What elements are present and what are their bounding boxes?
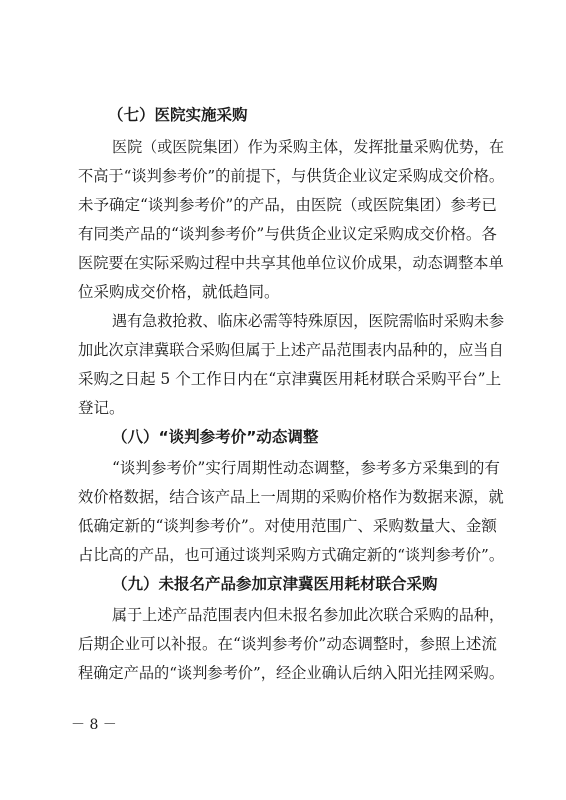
paragraph-line: 位采购成交价格，就低趋同。 [78,283,280,301]
paragraph-line: 属于上述产品范围表内但未报名参加此次联合采购的品种， [112,606,505,624]
section-heading-8: （八）“谈判参考价”动态调整 [112,428,319,446]
paragraph-line: 占比高的产品，也可通过谈判采购方式确定新的“谈判参考价”。 [78,546,505,564]
paragraph-line: 程确定产品的“谈判参考价”，经企业确认后纳入阳光挂网采购。 [78,664,505,682]
page-number: － 8 － [71,717,117,733]
paragraph-line: 加此次京津冀联合采购但属于上述产品范围表内品种的，应当自 [78,341,504,359]
paragraph-line: 效价格数据，结合该产品上一周期的采购价格作为数据来源，就 [78,488,504,506]
paragraph-line: 医院（或医院集团）作为采购主体，发挥批量采购优势，在 [112,138,505,156]
paragraph-line: 不高于“谈判参考价”的前提下，与供货企业议定采购成交价格。 [78,167,505,185]
paragraph-line: 医院要在实际采购过程中共享其他单位议价成果，动态调整本单 [78,254,504,272]
section-heading-9: （九）未报名产品参加京津冀医用耗材联合采购 [112,575,438,593]
paragraph-line: 后期企业可以补报。在“谈判参考价”动态调整时，参照上述流 [78,635,497,653]
section-heading-7: （七）医院实施采购 [108,106,248,124]
paragraph-line: 采购之日起 5 个工作日内在“京津冀医用耗材联合采购平台”上 [78,370,502,388]
paragraph-line: 遇有急救抢救、临床必需等特殊原因，医院需临时采购未参 [112,312,505,330]
paragraph-line: 低确定新的“谈判参考价”。对使用范围广、采购数量大、金额 [78,517,497,535]
paragraph-line: “谈判参考价”实行周期性动态调整，参考多方采集到的有 [112,459,500,477]
paragraph-line: 未予确定“谈判参考价”的产品，由医院（或医院集团）参考已 [78,196,497,214]
paragraph-line: 有同类产品的“谈判参考价”与供货企业议定采购成交价格。各 [78,225,497,243]
paragraph-line: 登记。 [78,399,125,417]
